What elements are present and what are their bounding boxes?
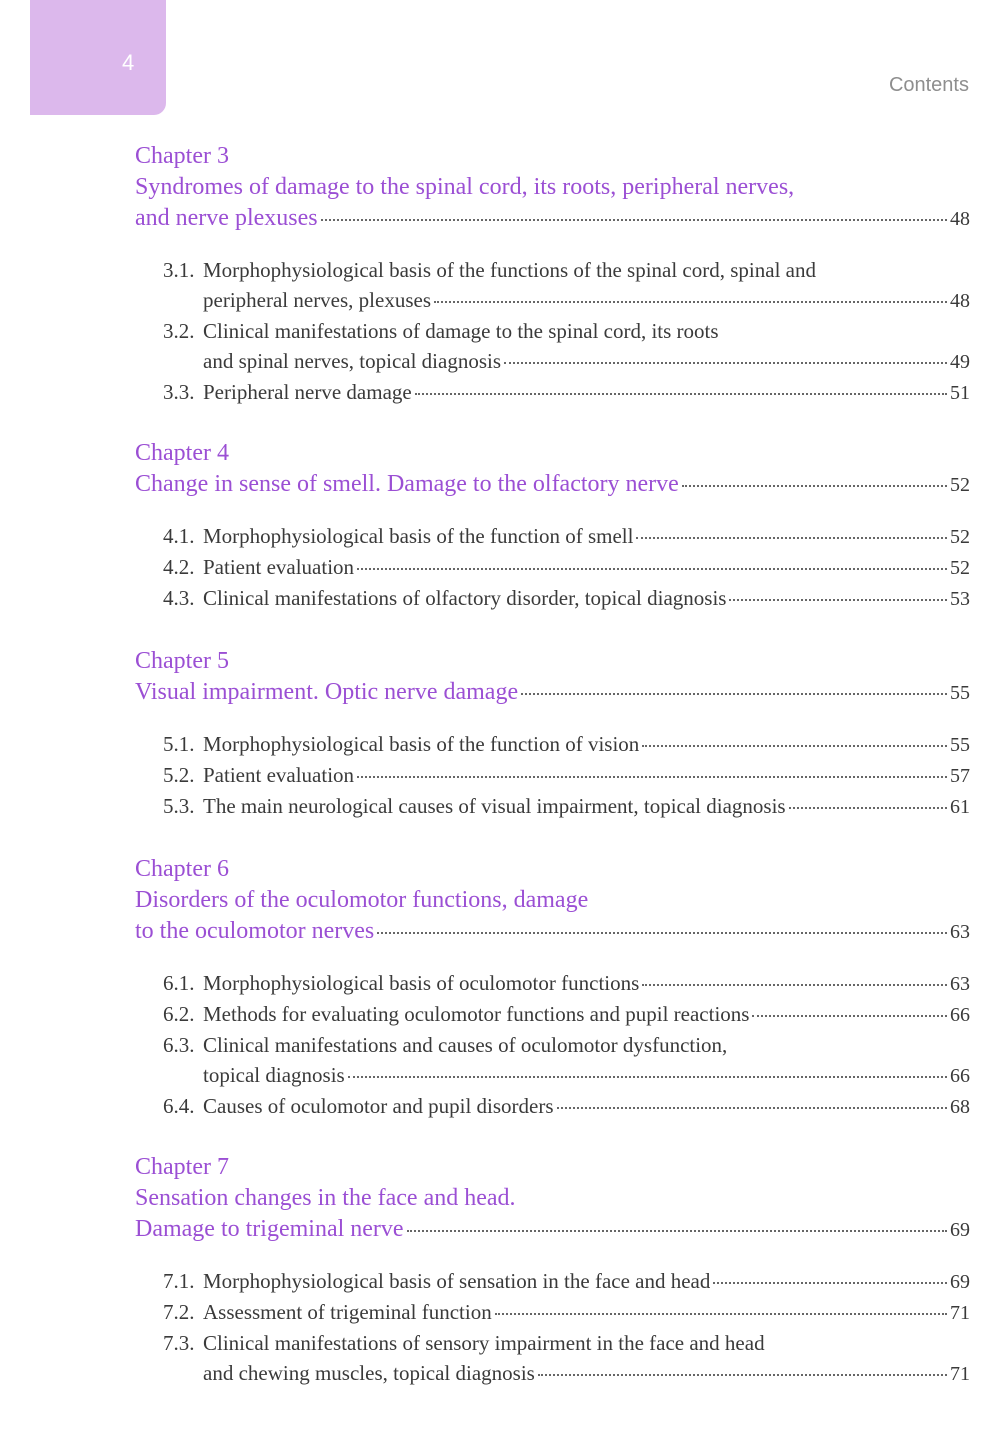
- dot-leader: [321, 219, 947, 221]
- page-number: 4: [122, 50, 135, 75]
- chapter-title: [135, 469, 970, 501]
- page-reference: 48: [950, 290, 970, 312]
- section-row: [163, 521, 970, 552]
- page-reference: 69: [950, 1271, 970, 1293]
- section-list: [135, 968, 970, 1122]
- entry-title: Damage to trigeminal nerve: [135, 1216, 404, 1242]
- section-number: 7.3.: [163, 1331, 195, 1355]
- dot-leader: [415, 393, 947, 395]
- entry-title: topical diagnosis: [203, 1063, 345, 1087]
- page-reference: 53: [950, 588, 970, 610]
- chapter-title: [135, 885, 970, 948]
- section-entry: [163, 377, 970, 408]
- section-entry: [163, 1030, 970, 1091]
- section-entry: [163, 999, 970, 1030]
- dot-leader: [348, 1076, 947, 1078]
- entry-title: 4.3. Clinical manifestations of olfactory disorder, topical diagnosis: [163, 583, 726, 613]
- section-row: [163, 552, 970, 583]
- chapter-title-row: [135, 203, 970, 235]
- entry-title: 3.3. Peripheral nerve damage: [163, 377, 412, 407]
- entry-title: 5.3. The main neurological causes of visual impairment, topical diagnosis: [163, 791, 786, 821]
- page-reference: 52: [950, 526, 970, 548]
- chapter-title-row: [135, 469, 970, 501]
- chapter-label: Chapter 5: [135, 648, 229, 674]
- section-number: 5.2.: [163, 763, 195, 787]
- section-number: 4.1.: [163, 524, 195, 548]
- dot-leader: [789, 807, 947, 809]
- section-row: [163, 760, 970, 791]
- section-row: [163, 791, 970, 822]
- entry-title: 5.2. Patient evaluation: [163, 760, 354, 790]
- section-number: 5.1.: [163, 732, 195, 756]
- chapter-title-line: Disorders of the oculomotor functions, damage: [135, 887, 589, 913]
- dot-leader: [557, 1107, 947, 1109]
- dot-leader: [636, 537, 947, 539]
- chapter-title-line: Syndromes of damage to the spinal cord, its roots, peripheral nerves,: [135, 174, 795, 200]
- section-entry: [163, 521, 970, 552]
- chapter-title-row: [135, 677, 970, 709]
- section-number: 4.2.: [163, 555, 195, 579]
- section-first-line: 6.3. Clinical manifestations and causes of oculomotor dysfunction,: [163, 1030, 970, 1060]
- section-list: [135, 1266, 970, 1389]
- dot-leader: [538, 1374, 947, 1376]
- entry-title: 5.1. Morphophysiological basis of the function of vision: [163, 729, 639, 759]
- chapter-title: [135, 172, 970, 235]
- dot-leader: [642, 984, 947, 986]
- section-number: 4.3.: [163, 586, 195, 610]
- page-reference: 66: [950, 1065, 970, 1087]
- section-row: [163, 583, 970, 614]
- section-row: [163, 1266, 970, 1297]
- section-row: [163, 729, 970, 760]
- section-entry: [163, 791, 970, 822]
- entry-title: 6.4. Causes of oculomotor and pupil disorders: [163, 1091, 554, 1121]
- section-row: [163, 1091, 970, 1122]
- entry-title: peripheral nerves, plexuses: [203, 288, 431, 312]
- chapter-label: Chapter 6: [135, 856, 229, 882]
- page-reference: 55: [950, 682, 970, 704]
- chapter-block: [135, 854, 970, 1122]
- entry-title: to the oculomotor nerves: [135, 918, 375, 944]
- page-reference: 66: [950, 1004, 970, 1026]
- chapter-title-row: [135, 916, 970, 948]
- section-number: 7.2.: [163, 1300, 195, 1324]
- entry-title: 4.1. Morphophysiological basis of the function of smell: [163, 521, 633, 551]
- page-reference: 63: [950, 921, 970, 943]
- chapter-title: [135, 677, 970, 709]
- section-entry: [163, 583, 970, 614]
- page-number-tab: [30, 0, 166, 115]
- entry-title: Visual impairment. Optic nerve damage: [135, 679, 519, 705]
- entry-title: 6.1. Morphophysiological basis of oculomotor functions: [163, 968, 639, 998]
- section-row: [163, 1297, 970, 1328]
- section-row: [163, 1060, 970, 1091]
- dot-leader: [357, 568, 947, 570]
- entry-title: 7.2. Assessment of trigeminal function: [163, 1297, 492, 1327]
- section-entry: [163, 1266, 970, 1297]
- dot-leader: [504, 362, 947, 364]
- page-reference: 57: [950, 765, 970, 787]
- section-entry: [163, 729, 970, 760]
- chapter-block: [135, 438, 970, 614]
- section-list: [135, 521, 970, 614]
- section-number: 3.3.: [163, 380, 195, 404]
- page-reference: 52: [950, 557, 970, 579]
- section-entry: [163, 1328, 970, 1389]
- section-row: [163, 999, 970, 1030]
- entry-title: and nerve plexuses: [135, 205, 318, 231]
- entry-title: 7.1. Morphophysiological basis of sensation in the face and head: [163, 1266, 710, 1296]
- section-number: 6.1.: [163, 971, 195, 995]
- chapter-label: Chapter 4: [135, 440, 229, 466]
- section-row: [163, 377, 970, 408]
- page-reference: 48: [950, 208, 970, 230]
- entry-title: and chewing muscles, topical diagnosis: [203, 1361, 535, 1385]
- section-number: 3.2.: [163, 319, 195, 343]
- running-head: Contents: [888, 74, 969, 96]
- page-reference: 63: [950, 973, 970, 995]
- section-list: [135, 729, 970, 822]
- dot-leader: [713, 1282, 947, 1284]
- entry-title: and spinal nerves, topical diagnosis: [203, 349, 502, 373]
- section-entry: [163, 1297, 970, 1328]
- section-number: 6.2.: [163, 1002, 195, 1026]
- dot-leader: [495, 1313, 947, 1315]
- section-first-line: 3.2. Clinical manifestations of damage to the spinal cord, its roots: [163, 316, 970, 346]
- section-row: [163, 968, 970, 999]
- dot-leader: [407, 1230, 947, 1232]
- section-number: 3.1.: [163, 258, 195, 282]
- section-entry: [163, 255, 970, 316]
- chapter-block: [135, 646, 970, 822]
- dot-leader: [521, 693, 947, 695]
- entry-title: 4.2. Patient evaluation: [163, 552, 354, 582]
- section-number: 6.3.: [163, 1033, 195, 1057]
- section-entry: [163, 316, 970, 377]
- section-first-line: 7.3. Clinical manifestations of sensory impairment in the face and head: [163, 1328, 970, 1358]
- chapter-block: [135, 141, 970, 408]
- page-reference: 61: [950, 796, 970, 818]
- section-row: [163, 285, 970, 316]
- page-reference: 52: [950, 474, 970, 496]
- chapter-title-row: [135, 1214, 970, 1246]
- dot-leader: [729, 599, 947, 601]
- dot-leader: [682, 485, 947, 487]
- section-row: [163, 1358, 970, 1389]
- chapter-label: Chapter 7: [135, 1154, 229, 1180]
- section-list: [135, 255, 970, 408]
- entry-title: 6.2. Methods for evaluating oculomotor functions and pupil reactions: [163, 999, 749, 1029]
- section-number: 7.1.: [163, 1269, 195, 1293]
- page-reference: 68: [950, 1096, 970, 1118]
- dot-leader: [357, 776, 947, 778]
- section-entry: [163, 552, 970, 583]
- page-reference: 71: [950, 1363, 970, 1385]
- section-number: 6.4.: [163, 1094, 195, 1118]
- dot-leader: [434, 301, 947, 303]
- page-reference: 49: [950, 351, 970, 373]
- chapter-title: [135, 1183, 970, 1246]
- entry-title: Change in sense of smell. Damage to the olfactory nerve: [135, 471, 679, 497]
- dot-leader: [377, 932, 947, 934]
- page-reference: 69: [950, 1219, 970, 1241]
- section-entry: [163, 760, 970, 791]
- chapter-title-line: Sensation changes in the face and head.: [135, 1185, 516, 1211]
- section-number: 5.3.: [163, 794, 195, 818]
- page-reference: 55: [950, 734, 970, 756]
- dot-leader: [752, 1015, 947, 1017]
- dot-leader: [642, 745, 947, 747]
- chapter-label: Chapter 3: [135, 143, 229, 169]
- page-reference: 51: [950, 382, 970, 404]
- section-first-line: 3.1. Morphophysiological basis of the functions of the spinal cord, spinal and: [163, 255, 970, 285]
- section-entry: [163, 968, 970, 999]
- section-entry: [163, 1091, 970, 1122]
- section-row: [163, 346, 970, 377]
- chapter-block: [135, 1152, 970, 1389]
- page-reference: 71: [950, 1302, 970, 1324]
